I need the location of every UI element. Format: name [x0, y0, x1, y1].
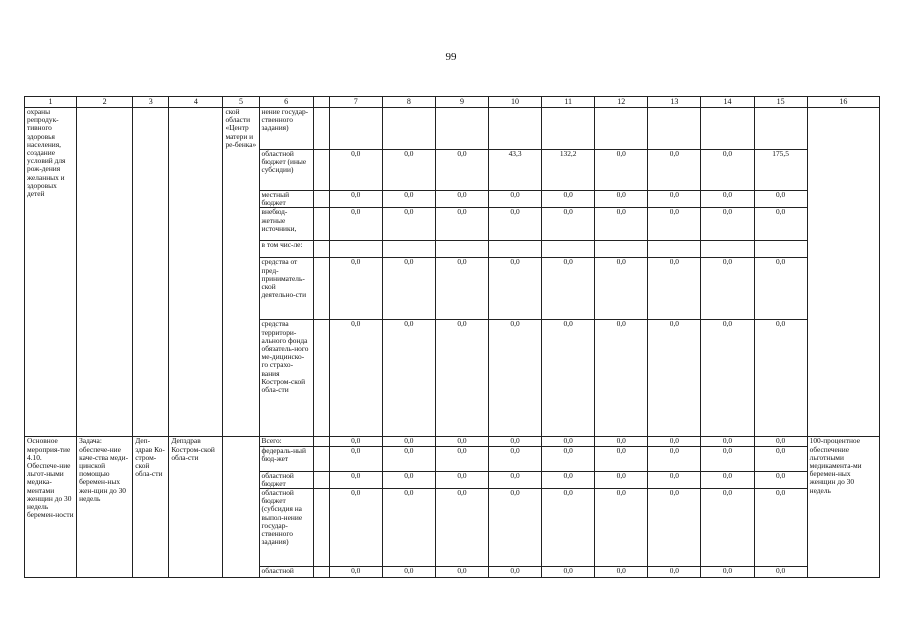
cell-spacer: [313, 489, 329, 567]
cell-value: 0,0: [701, 320, 754, 437]
cell-value: 0,0: [329, 320, 382, 437]
cell-value: 0,0: [489, 437, 542, 446]
cell-value: 0,0: [542, 471, 595, 488]
col-header: 1: [25, 97, 77, 108]
cell-value: 0,0: [382, 567, 435, 578]
cell-value: 0,0: [701, 191, 754, 208]
cell-value: 0,0: [382, 150, 435, 191]
cell-funding-source: средства от пред-приниматель-ской деятельно-сти: [259, 258, 313, 320]
cell-funding-source: местный бюджет: [259, 191, 313, 208]
cell-value: 0,0: [329, 191, 382, 208]
cell-value: [754, 108, 807, 150]
cell-funding-source: областной бюджет: [259, 471, 313, 488]
cell-value: [489, 241, 542, 258]
cell-value: 0,0: [595, 446, 648, 471]
cell-spacer: [313, 108, 329, 150]
cell-col2: Задача: обеспече-ние каче-ства меди-цинской помощью беремен-ных жен-щин до 30 недель: [77, 437, 133, 578]
cell-value: [435, 108, 488, 150]
cell-value: 0,0: [754, 446, 807, 471]
table-row: [25, 108, 880, 150]
cell-value: [701, 108, 754, 150]
col-header: 6: [259, 97, 313, 108]
cell-value: 0,0: [595, 258, 648, 320]
cell-value: 0,0: [542, 320, 595, 437]
cell-col4: [169, 108, 223, 437]
cell-value: 0,0: [701, 446, 754, 471]
cell-value: 0,0: [435, 191, 488, 208]
cell-value: 0,0: [435, 208, 488, 241]
cell-value: 0,0: [489, 471, 542, 488]
cell-spacer: [313, 191, 329, 208]
cell-value: 0,0: [701, 208, 754, 241]
cell-value: 0,0: [754, 258, 807, 320]
cell-value: 0,0: [542, 208, 595, 241]
cell-value: 0,0: [329, 446, 382, 471]
col-header: 8: [382, 97, 435, 108]
cell-value: 0,0: [595, 208, 648, 241]
cell-value: 0,0: [382, 320, 435, 437]
cell-col3: [133, 108, 169, 437]
cell-value: 0,0: [435, 567, 488, 578]
cell-value: 0,0: [648, 567, 701, 578]
cell-value: 0,0: [329, 437, 382, 446]
cell-value: 0,0: [435, 489, 488, 567]
cell-value: 175,5: [754, 150, 807, 191]
col-header: 12: [595, 97, 648, 108]
cell-funding-source: областной: [259, 567, 313, 578]
cell-value: 0,0: [754, 320, 807, 437]
cell-value: [595, 241, 648, 258]
cell-value: 0,0: [595, 471, 648, 488]
cell-value: [542, 108, 595, 150]
cell-funding-source: Всего:: [259, 437, 313, 446]
cell-value: 0,0: [648, 150, 701, 191]
cell-value: 0,0: [754, 208, 807, 241]
cell-value: 0,0: [542, 567, 595, 578]
cell-value: [701, 241, 754, 258]
cell-value: [595, 108, 648, 150]
cell-value: 0,0: [648, 489, 701, 567]
cell-value: [329, 241, 382, 258]
cell-value: 0,0: [489, 191, 542, 208]
cell-value: 0,0: [754, 471, 807, 488]
cell-funding-source: средства территори-ального фонда обязатель-ного ме-дицинско-го страхо-вания Костром-ской обла-сти: [259, 320, 313, 437]
col-header: 14: [701, 97, 754, 108]
cell-value: 0,0: [595, 567, 648, 578]
cell-spacer: [313, 241, 329, 258]
col-header: [313, 97, 329, 108]
cell-spacer: [313, 446, 329, 471]
cell-value: 0,0: [435, 437, 488, 446]
cell-funding-source: областной бюджет (субсидия на выпол-нение государ-ственного задания): [259, 489, 313, 567]
cell-spacer: [313, 471, 329, 488]
cell-value: [435, 241, 488, 258]
cell-value: 0,0: [329, 489, 382, 567]
header-row: [25, 97, 880, 108]
cell-value: [382, 108, 435, 150]
cell-value: 0,0: [754, 489, 807, 567]
cell-value: 0,0: [382, 208, 435, 241]
cell-value: [382, 241, 435, 258]
cell-value: 0,0: [435, 258, 488, 320]
col-header: 16: [807, 97, 879, 108]
cell-value: 0,0: [648, 437, 701, 446]
cell-spacer: [313, 150, 329, 191]
col-header: 5: [223, 97, 259, 108]
cell-value: 0,0: [701, 437, 754, 446]
cell-funding-source: внебюд-жетные источники,: [259, 208, 313, 241]
col-header: 10: [489, 97, 542, 108]
cell-value: 0,0: [595, 191, 648, 208]
cell-value: [489, 108, 542, 150]
cell-value: 0,0: [542, 446, 595, 471]
cell-col5: ской области «Центр матери и ре-бенка»: [223, 108, 259, 437]
cell-value: 0,0: [754, 191, 807, 208]
cell-funding-source: в том чис-ле:: [259, 241, 313, 258]
cell-value: 0,0: [489, 446, 542, 471]
cell-value: 0,0: [754, 567, 807, 578]
table-row: [25, 437, 880, 446]
cell-value: [754, 241, 807, 258]
cell-spacer: [313, 320, 329, 437]
cell-col16: 100-процентное обеспечение льготными медикамента-ми беремен-ных женщин до 30 недель: [807, 437, 879, 578]
cell-value: 0,0: [701, 489, 754, 567]
cell-spacer: [313, 208, 329, 241]
cell-spacer: [313, 437, 329, 446]
col-header: 15: [754, 97, 807, 108]
cell-spacer: [313, 567, 329, 578]
cell-value: 0,0: [435, 150, 488, 191]
cell-value: 0,0: [754, 437, 807, 446]
cell-value: 0,0: [489, 208, 542, 241]
cell-value: 0,0: [595, 489, 648, 567]
cell-value: 132,2: [542, 150, 595, 191]
cell-col1: охраны репродук-тивного здоровья населения, создание условий для рож-дения желанных и здоровых детей: [25, 108, 77, 437]
cell-col5: [223, 437, 259, 578]
cell-value: 0,0: [329, 471, 382, 488]
cell-value: 0,0: [648, 446, 701, 471]
cell-value: 0,0: [435, 471, 488, 488]
cell-value: 0,0: [648, 471, 701, 488]
cell-value: 0,0: [329, 150, 382, 191]
cell-value: 0,0: [701, 567, 754, 578]
cell-value: 0,0: [329, 258, 382, 320]
col-header: 2: [77, 97, 133, 108]
cell-value: 0,0: [382, 258, 435, 320]
col-header: 13: [648, 97, 701, 108]
col-header: 9: [435, 97, 488, 108]
cell-value: 0,0: [542, 191, 595, 208]
page-number: 99: [445, 51, 457, 63]
cell-value: 0,0: [542, 489, 595, 567]
cell-value: 0,0: [382, 471, 435, 488]
cell-value: 0,0: [329, 208, 382, 241]
cell-value: 0,0: [382, 446, 435, 471]
cell-value: 0,0: [648, 258, 701, 320]
cell-spacer: [313, 258, 329, 320]
cell-value: 0,0: [701, 471, 754, 488]
cell-value: 0,0: [648, 320, 701, 437]
cell-value: 0,0: [648, 208, 701, 241]
cell-value: 0,0: [542, 258, 595, 320]
cell-value: 0,0: [595, 320, 648, 437]
cell-col1: Основное мероприя-тие 4.10. Обеспече-ние льгот-ными медика-ментами женщин до 30 недель беремен-ности: [25, 437, 77, 578]
cell-col2: [77, 108, 133, 437]
cell-col4: Депздрав Костром-ской обла-сти: [169, 437, 223, 578]
cell-value: 0,0: [435, 320, 488, 437]
cell-value: 0,0: [382, 437, 435, 446]
col-header: 7: [329, 97, 382, 108]
cell-value: [648, 108, 701, 150]
cell-value: 0,0: [595, 150, 648, 191]
cell-funding-source: нение государ-ственного задания): [259, 108, 313, 150]
cell-value: 0,0: [701, 258, 754, 320]
cell-value: 0,0: [489, 258, 542, 320]
cell-col3: Деп-здрав Ко-стром-ской обла-сти: [133, 437, 169, 578]
cell-col16: [807, 108, 879, 437]
cell-value: 0,0: [489, 320, 542, 437]
cell-value: [329, 108, 382, 150]
cell-value: 0,0: [648, 191, 701, 208]
col-header: 3: [133, 97, 169, 108]
cell-value: 0,0: [382, 489, 435, 567]
cell-value: 0,0: [435, 446, 488, 471]
cell-value: 0,0: [489, 489, 542, 567]
cell-value: 0,0: [329, 567, 382, 578]
cell-value: [542, 241, 595, 258]
col-header: 11: [542, 97, 595, 108]
cell-funding-source: федераль-ный бюд-жет: [259, 446, 313, 471]
col-header: 4: [169, 97, 223, 108]
cell-value: 0,0: [542, 437, 595, 446]
cell-value: 0,0: [489, 567, 542, 578]
cell-value: 0,0: [595, 437, 648, 446]
cell-value: 43,3: [489, 150, 542, 191]
cell-value: 0,0: [701, 150, 754, 191]
cell-value: 0,0: [382, 191, 435, 208]
cell-value: [648, 241, 701, 258]
cell-funding-source: областной бюджет (иные субсидии): [259, 150, 313, 191]
budget-table: [24, 96, 880, 578]
